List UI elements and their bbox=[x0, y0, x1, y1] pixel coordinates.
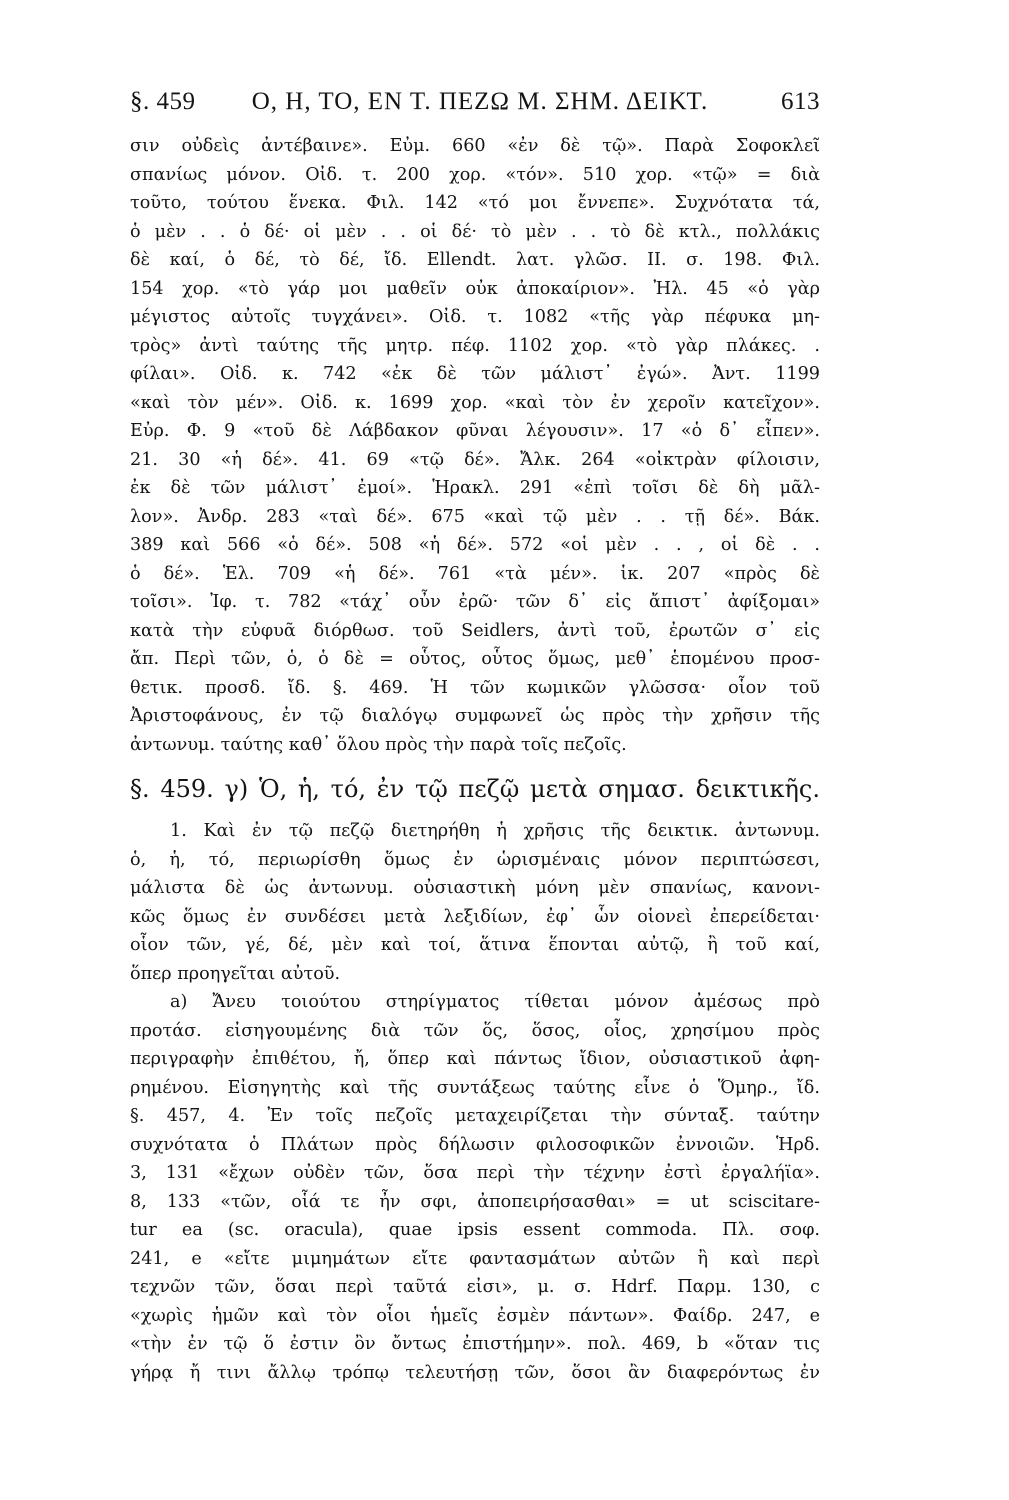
text-line: §. 457, 4. Ἐν τοῖς πεζοῖς μεταχειρίζεται τὴν σύνταξ. ταύτην bbox=[130, 1106, 820, 1126]
text-line: σπανίως μόνον. Οἰδ. τ. 200 χορ. «τόν». 510 χορ. «τῷ» = διὰ bbox=[130, 164, 820, 185]
section-heading: §. 459. γ) Ὁ, ἡ, τό, ἐν τῷ πεζῷ μετὰ σημασ. δεικτικῆς. bbox=[130, 775, 820, 803]
text-line: «τὴν ἐν τῷ ὅ ἐστιν ὂν ὄντως ἐπιστήμην». πολ. 469, b «ὅταν τις bbox=[130, 1334, 820, 1354]
text-block-continuation bbox=[130, 132, 820, 759]
text-line: θετικ. προσδ. ἴδ. §. 469. Ἡ τῶν κωμικῶν γλῶσσα· οἷον τοῦ bbox=[130, 677, 820, 698]
text-line: 241, e «εἴτε μιμημάτων εἴτε φαντασμάτων αὐτῶν ἢ καὶ περὶ bbox=[130, 1248, 820, 1269]
text-line: κατὰ τὴν εὐφυᾶ διόρθωσ. τοῦ Seidlers, ἀντὶ τοῦ, ἐρωτῶν σ᾽ εἰς bbox=[130, 620, 820, 641]
text-line: προτάσ. εἰσηγουμένης διὰ τῶν ὅς, ὅσος, οἷος, χρησίμου πρὸς bbox=[130, 1020, 820, 1041]
text-line: tur ea (sc. oracula), quae ipsis essent commoda. Πλ. σοφ. bbox=[130, 1220, 820, 1240]
text-line: τεχνῶν τῶν, ὅσαι περὶ ταῦτά εἰσι», μ. σ. Hdrf. Παρμ. 130, c bbox=[130, 1277, 820, 1297]
text-line: «καὶ τὸν μέν». Οἰδ. κ. 1699 χορ. «καὶ τὸν ἐν χεροῖν κατεῖχον». bbox=[130, 392, 820, 413]
text-line: γήρᾳ ἤ τινι ἄλλῳ τρόπῳ τελευτήσῃ τῶν, ὅσοι ἂν διαφερόντως ἐν bbox=[130, 1362, 820, 1383]
text-line: σιν οὐδεὶς ἀντέβαινε». Εὐμ. 660 «ἐν δὲ τῷ». Παρὰ Σοφοκλεῖ bbox=[130, 136, 820, 156]
page-number: 613 bbox=[781, 88, 820, 115]
text-line: ἐκ δὲ τῶν μάλιστ᾽ ἐμοί». Ἡρακλ. 291 «ἐπὶ τοῖσι δὲ δὴ μᾶλ- bbox=[130, 478, 820, 498]
text-line: δὲ καί, ὁ δέ, τὸ δέ, ἴδ. Ellendt. λατ. γλῶσ. II. σ. 198. Φιλ. bbox=[130, 250, 820, 270]
text-line: μάλιστα δὲ ὡς ἀντωνυμ. οὐσιαστικὴ μόνη μὲν σπανίως, κανονι- bbox=[130, 878, 820, 898]
text-line: 154 χορ. «τὸ γάρ μοι μαθεῖν οὐκ ἀποκαίριον». Ἠλ. 45 «ὁ γὰρ bbox=[130, 278, 820, 299]
header-section-number: §. 459 bbox=[130, 88, 196, 115]
text-line: περιγραφὴν ἐπιθέτου, ἤ, ὅπερ καὶ πάντως ἴδιον, οὐσιαστικοῦ ἀφη- bbox=[130, 1049, 820, 1069]
paragraph-a-first-line: a) Ἄνευ τοιούτου στηρίγματος τίθεται μόνον ἀμέσως πρὸ bbox=[170, 992, 820, 1012]
text-line: ὁ δέ». Ἑλ. 709 «ἡ δέ». 761 «τὰ μέν». ἱκ. 207 «πρὸς δὲ bbox=[130, 563, 820, 584]
text-line: 389 καὶ 566 «ὁ δέ». 508 «ἡ δέ». 572 «οἱ μὲν . . , οἱ δὲ . . bbox=[130, 535, 820, 555]
text-line: φίλαι». Οἰδ. κ. 742 «ἐκ δὲ τῶν μάλιστ᾽ ἐγώ». Ἀντ. 1199 bbox=[130, 364, 820, 384]
text-line: τοῦτο, τούτου ἕνεκα. Φιλ. 142 «τό μοι ἔννεπε». Συχνότατα τά, bbox=[130, 193, 820, 213]
running-head bbox=[130, 88, 820, 132]
text-line: 3, 131 «ἔχων οὐδὲν τῶν, ὅσα περὶ τὴν τέχνην ἐστὶ ἐργαλήϊα». bbox=[130, 1163, 820, 1183]
text-line: «χωρὶς ἡμῶν καὶ τὸν οἷοι ἡμεῖς ἐσμὲν πάντων». Φαίδρ. 247, e bbox=[130, 1305, 820, 1326]
text-block-section-459 bbox=[130, 817, 820, 1387]
text-line: οἷον τῶν, γέ, δέ, μὲν καὶ τοί, ἅτινα ἕπονται αὐτῷ, ἢ τοῦ καί, bbox=[130, 935, 820, 955]
text-line: ὅπερ προηγεῖται αὐτοῦ. bbox=[130, 963, 341, 984]
text-line: Ἀριστοφάνους, ἐν τῷ διαλόγῳ συμφωνεῖ ὡς πρὸς τὴν χρῆσιν τῆς bbox=[130, 706, 820, 726]
text-line: ἄπ. Περὶ τῶν, ὁ, ὁ δὲ = οὗτος, οὗτος ὅμως, μεθ᾽ ἑπομένου προσ- bbox=[130, 649, 820, 669]
text-line: τοῖσι». Ἰφ. τ. 782 «τάχ᾽ οὖν ἐρῶ· τῶν δ᾽ εἰς ἄπιστ᾽ ἀφίξομαι» bbox=[130, 592, 820, 612]
header-title: Ο, Η, ΤΟ, ΕΝ Τ. ΠΕΖΩ Μ. ΣΗΜ. ΔΕΙΚΤ. bbox=[251, 88, 709, 115]
paragraph-1-first-line: 1. Καὶ ἐν τῷ πεζῷ διετηρήθη ἡ χρῆσις τῆς δεικτικ. ἀντωνυμ. bbox=[170, 821, 820, 841]
text-line: μέγιστος αὐτοῖς τυγχάνει». Οἰδ. τ. 1082 «τῆς γὰρ πέφυκα μη- bbox=[130, 307, 820, 327]
book-page bbox=[130, 88, 820, 1387]
text-line: ρημένου. Εἰσηγητὴς καὶ τῆς συντάξεως ταύτης εἶνε ὁ Ὅμηρ., ἴδ. bbox=[130, 1077, 820, 1098]
text-line: ὁ, ἡ, τό, περιωρίσθη ὅμως ἐν ὡρισμέναις μόνον περιπτώσεσι, bbox=[130, 849, 820, 870]
text-line: 8, 133 «τῶν, οἷά τε ἦν σφι, ἀποπειρήσασθαι» = ut sciscitare- bbox=[130, 1191, 820, 1212]
text-line: Εὐρ. Φ. 9 «τοῦ δὲ Λάβδακον φῦναι λέγουσιν». 17 «ὁ δ᾽ εἶπεν». bbox=[130, 421, 820, 441]
text-line: τρὸς» ἀντὶ ταύτης τῆς μητρ. πέφ. 1102 χορ. «τὸ γὰρ πλάκες. . bbox=[130, 335, 820, 356]
text-line: ὁ μὲν . . ὁ δέ· οἱ μὲν . . οἱ δέ· τὸ μὲν . . τὸ δὲ κτλ., πολλάκις bbox=[130, 221, 820, 242]
text-line: ἀντωνυμ. ταύτης καθ᾽ ὅλου πρὸς τὴν παρὰ τοῖς πεζοῖς. bbox=[130, 734, 627, 755]
text-line: συχνότατα ὁ Πλάτων πρὸς δήλωσιν φιλοσοφικῶν ἐννοιῶν. Ἡρδ. bbox=[130, 1134, 820, 1155]
text-line: λον». Ἀνδρ. 283 «ταὶ δέ». 675 «καὶ τῷ μὲν . . τῇ δέ». Βάκ. bbox=[130, 506, 820, 527]
text-line: κῶς ὅμως ἐν συνδέσει μετὰ λεξιδίων, ἐφ᾽ ὧν οἱονεὶ ἐπερείδεται· bbox=[130, 906, 820, 927]
text-line: 21. 30 «ἡ δέ». 41. 69 «τῷ δέ». Ἄλκ. 264 «οἰκτρὰν φίλοισιν, bbox=[130, 449, 820, 470]
